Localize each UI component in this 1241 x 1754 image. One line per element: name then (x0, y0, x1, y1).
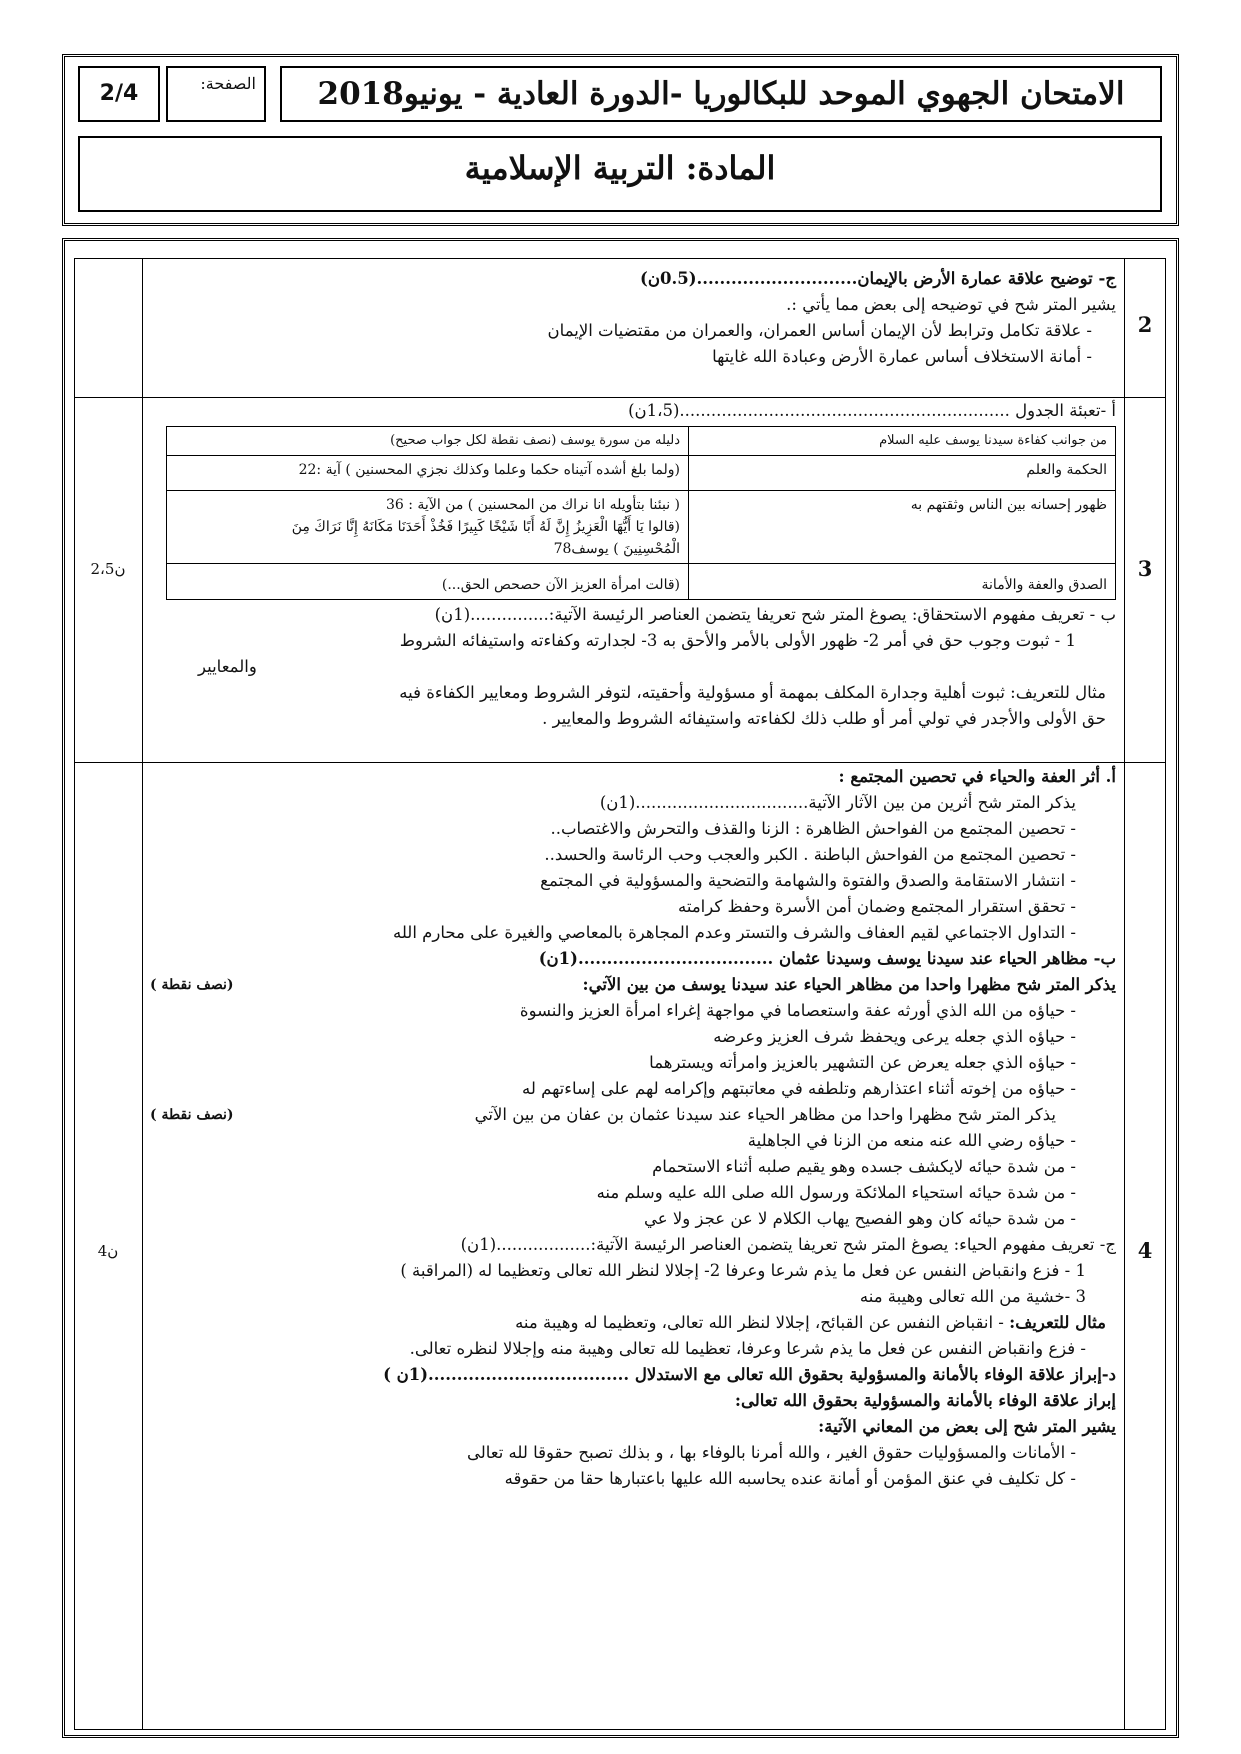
q3-content (150, 398, 1116, 732)
list-item: - من شدة حيائه استحياء الملائكة ورسول الله صلى الله عليه وسلم منه (596, 1183, 1076, 1202)
q4-b-title: ب- مظاهر الحياء عند سيدنا يوسف وسيدنا عثمان ..................................(1ن) (538, 949, 1116, 968)
list-item: - حياؤه من إخوته أثناء اعتذارهم وتلطفه في معاتبتهم وإكرامه لهم على إساءتهم له (521, 1079, 1076, 1098)
q2-content (150, 266, 1116, 370)
list-item: - حياؤه الذي جعله يعرض عن التشهير بالعزيز وامرأته ويسترهما (649, 1053, 1076, 1072)
list-item: - التداول الاجتماعي لقيم العفاف والشرف والتستر وعدم المجاهرة بالمعاصي والغيرة على محارم الله (393, 923, 1076, 942)
row-divider-3 (74, 762, 1166, 763)
q3-b-example-2: حق الأولى والأجدر في تولي أمر أو طلب ذلك لكفاءته واستيفائه الشروط والمعايير . (542, 709, 1106, 728)
q4-d-subtitle: إبراز علاقة الوفاء بالأمانة والمسؤولية بحقوق الله تعالى: (734, 1391, 1116, 1410)
page-label: الصفحة: (200, 74, 256, 93)
list-item: - تحصين المجتمع من الفواحش الباطنة . الكبر والعجب وحب الرئاسة والحسد.. (544, 845, 1076, 864)
table-cell: ( نبئنا بتأويله انا نراك من المحسنين ) من الآية : 36 (قالوا يَا أَيُّهَا الْعَزِيزُ إِنَّ لَهُ أَبًا شَيْخًا كَبِيرًا فَخُذْ أَحَدَنَا مَكَانَهُ إِنَّا نَرَاكَ مِنَ الْمُحْسِنِينَ ) يوسف78 (167, 491, 689, 564)
table-header: من جوانب كفاءة سيدنا يوسف عليه السلام (689, 427, 1116, 456)
list-item: - من شدة حيائه لايكشف جسده وهو يقيم صلبه أثناء الاستحمام (652, 1157, 1076, 1176)
q4-c-example-2: - فزع وانقباض النفس عن فعل ما يذم شرعا وعرفا، تعظيما لله تعالى وهيبة منه وإجلالا لنظره تعالى. (409, 1339, 1086, 1358)
q4-c-title: ج- تعريف مفهوم الحياء: يصوغ المتر شح تعريفا يتضمن العناصر الرئيسة الآتية:..................(1ن) (460, 1235, 1116, 1254)
q3-b-elements-2: والمعايير (198, 657, 257, 676)
exam-title-box (280, 66, 1162, 122)
q4-c-element-2: 3 -خشية من الله تعالى وهيبة منه (859, 1287, 1086, 1306)
table-row (167, 491, 1116, 564)
q3-b-title: ب - تعريف مفهوم الاستحقاق: يصوغ المتر شح تعريفا يتضمن العناصر الرئيسة الآتية:...............(1ن) (434, 605, 1116, 624)
q4-c-element-1: 1 - فزع وانقباض النفس عن فعل ما يذم شرعا وعرفا 2- إجلالا لنظر الله تعالى وتعظيما له (المراقبة ) (400, 1261, 1086, 1280)
q3-b-example-1: مثال للتعريف: ثبوت أهلية وجدارة المكلف بمهمة أو مسؤولية وأحقيته، لتوفر الشروط ومعايير الكفاءة فيه (399, 683, 1106, 702)
question-number-4: 4 (1137, 1238, 1153, 1263)
table-header: دليله من سورة يوسف (نصف نقطة لكل جواب صحيح) (167, 427, 689, 456)
list-item: - تحصين المجتمع من الفواحش الظاهرة : الزنا والقذف والتحرش والاغتصاب.. (550, 819, 1076, 838)
points-column-divider (142, 258, 143, 1730)
q3-table (166, 426, 1116, 600)
q4-b-intro-yusuf: يذكر المتر شح مظهرا واحدا من مظاهر الحياء عند سيدنا يوسف من بين الآتي: (نصف نقطة ) (150, 972, 1116, 998)
q4-content (150, 764, 1116, 1492)
list-item: - من شدة حيائه كان وهو الفصيح يهاب الكلام لا عن عجز ولا عي (644, 1209, 1076, 1228)
list-item: - أمانة الاستخلاف أساس عمارة الأرض وعبادة الله غايتها (712, 347, 1092, 366)
page-number: 2/4 (99, 81, 139, 106)
list-item: - كل تكليف في عنق المؤمن أو أمانة عنده يحاسبه الله عليها باعتبارها حقا من حقوقه (504, 1469, 1076, 1488)
page-number-box (78, 66, 160, 122)
half-point-note: (نصف نقطة ) (150, 977, 234, 993)
q3-a-title: أ -تعبئة الجدول ...............................................................(1،5ن) (628, 401, 1116, 420)
table-cell: (ولما بلغ أشده آتيناه حكما وعلما وكذلك نجزي المحسنين ) آية :22 (167, 456, 689, 491)
list-item: - حياؤه رضي الله عنه منعه من الزنا في الجاهلية (747, 1131, 1076, 1150)
table-row (167, 564, 1116, 600)
page-label-box (166, 66, 266, 122)
q4-a-intro: يذكر المتر شح أثرين من بين الآثار الآتية.................................(1ن) (599, 793, 1076, 812)
number-column-divider (1124, 258, 1125, 1730)
q4-b-intro-othman: يذكر المتر شح مظهرا واحدا من مظاهر الحياء عند سيدنا عثمان بن عفان من بين الآتي (نصف نقطة ) (150, 1102, 1116, 1128)
table-cell: الحكمة والعلم (689, 456, 1116, 491)
list-item: - تحقق استقرار المجتمع وضمان أمن الأسرة وحفظ كرامته (678, 897, 1076, 916)
q4-d-intro: يشير المتر شح إلى بعض من المعاني الآتية: (818, 1417, 1116, 1436)
table-cell: الصدق والعفة والأمانة (689, 564, 1116, 600)
exam-title: الامتحان الجهوي الموحد للبكالوريا -الدورة العادية - يونيو2018 (317, 76, 1125, 112)
q4-d-title: د-إبراز علاقة الوفاء بالأمانة والمسؤولية بحقوق الله تعالى مع الاستدلال ...................................(1ن ) (383, 1365, 1116, 1384)
q2-title: ج- توضيح علاقة عمارة الأرض بالإيمان............................(0.5ن) (640, 269, 1116, 288)
table-cell: ظهور إحسانه بين الناس وثقتهم به (689, 491, 1116, 564)
table-row (167, 427, 1116, 456)
subject-box (78, 136, 1162, 212)
list-item: - علاقة تكامل وترابط لأن الإيمان أساس العمران، والعمران من مقتضيات الإيمان (547, 321, 1092, 340)
list-item: - حياؤه الذي جعله يرعى ويحفظ شرف العزيز وعرضه (713, 1027, 1076, 1046)
q3-b-elements: 1 - ثبوت وجوب حق في أمر 2- ظهور الأولى بالأمر والأحق به 3- لجدارته وكفاءته واستيفائه الشروط (399, 631, 1076, 650)
table-cell: (قالت امرأة العزيز الآن حصحص الحق...) (167, 564, 689, 600)
question-number-2: 2 (1137, 312, 1153, 337)
table-row (167, 456, 1116, 491)
list-item: - الأمانات والمسؤوليات حقوق الغير ، والله أمرنا بالوفاء بها ، و بذلك تصبح حقوقا لله تعالى (466, 1443, 1076, 1462)
q4-c-example-1: مثال للتعريف: - انقباض النفس عن القبائح، إجلالا لنظر الله تعالى، وتعظيما له وهيبة منه (515, 1313, 1106, 1332)
list-item: - انتشار الاستقامة والصدق والفتوة والشهامة والتضحية والمسؤولية في المجتمع (540, 871, 1076, 890)
question-number-3: 3 (1137, 556, 1153, 581)
q4-points: 4ن (97, 1242, 119, 1260)
subject-title: المادة: التربية الإسلامية (464, 149, 776, 187)
half-point-note: (نصف نقطة ) (150, 1107, 234, 1123)
example-label: مثال للتعريف: (1009, 1313, 1106, 1332)
q4-a-title: أ. أثر العفة والحياء في تحصين المجتمع : (838, 767, 1116, 786)
q2-intro: يشير المتر شح في توضيحه إلى بعض مما يأتي :. (786, 295, 1116, 314)
list-item: - حياؤه من الله الذي أورثه عفة واستعصاما في مواجهة إغراء امرأة العزيز والنسوة (519, 1001, 1076, 1020)
q3-points: 2،5ن (90, 560, 126, 578)
